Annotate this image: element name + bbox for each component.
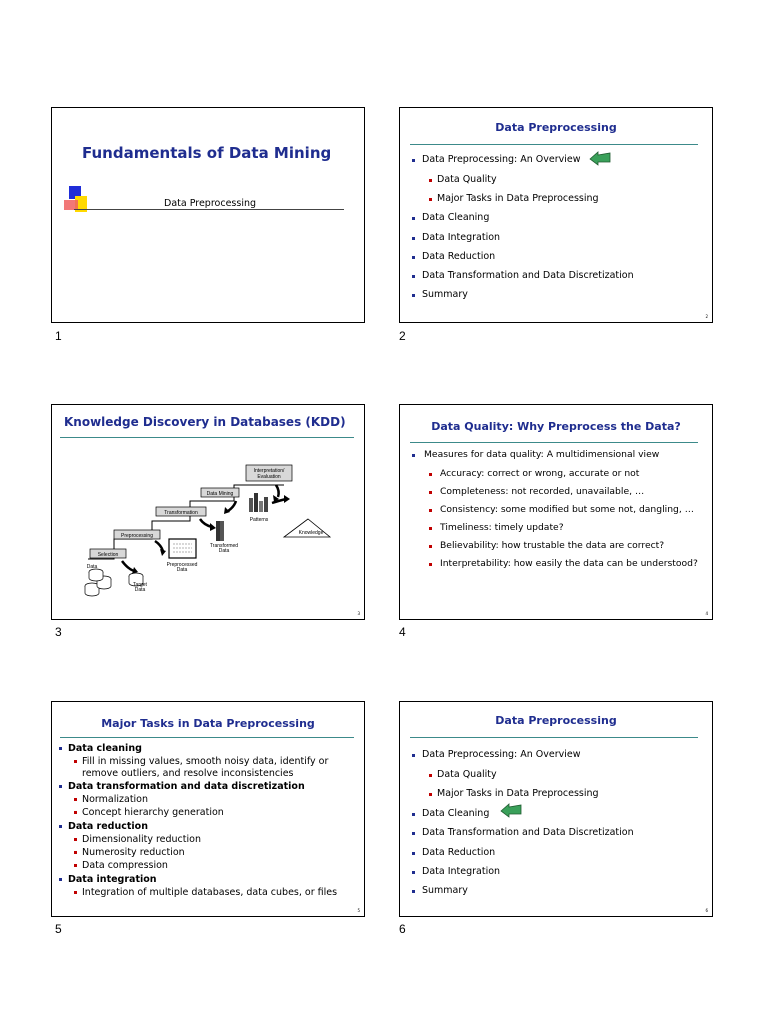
- bullet: Data integration: [52, 874, 342, 887]
- label-interpretation-line2: Evaluation: [257, 474, 281, 480]
- slide-3: [51, 404, 365, 620]
- bullet: Completeness: not recorded, unavailable, …: [400, 486, 698, 504]
- bullet: Data Preprocessing: An Overview: [400, 749, 634, 769]
- bullet: Normalization: [52, 794, 342, 807]
- slide-number-1: 1: [55, 329, 62, 343]
- bullet: Measures for data quality: A multidimensional view: [400, 449, 698, 468]
- label-transformation: Transformation: [164, 510, 198, 516]
- label-selection: Selection: [97, 552, 119, 558]
- label-target-2: Data: [134, 587, 146, 593]
- bullet: Data Integration: [400, 232, 634, 251]
- bullet: Data reduction: [52, 821, 342, 834]
- bullet: Believability: how trustable the data are correct?: [400, 540, 698, 558]
- bullet: Data Transformation and Data Discretization: [400, 270, 634, 289]
- bullet: Concept hierarchy generation: [52, 807, 342, 821]
- title-rule: [60, 737, 354, 738]
- slide-6-bullets: [400, 749, 634, 904]
- slide-number-5: 5: [55, 922, 62, 936]
- bullet: Interpretability: how easily the data can be understood?: [400, 558, 698, 576]
- label-preprocessing: Preprocessing: [121, 533, 153, 539]
- page-number: 4: [705, 611, 708, 616]
- slide-1: [51, 107, 365, 323]
- slide-5: [51, 701, 365, 917]
- slide-number-3: 3: [55, 625, 62, 639]
- bullet: Data Quality: [400, 174, 634, 193]
- bullet: Data Quality: [400, 769, 634, 788]
- slide-6-title: Data Preprocessing: [495, 714, 617, 727]
- page-number: 2: [705, 314, 708, 319]
- label-preprocessed-2: Data: [176, 567, 188, 573]
- arrow-left-icon: [500, 802, 522, 818]
- title-rule: [410, 144, 698, 145]
- bullet: Summary: [400, 289, 634, 308]
- slide-1-subtitle: Data Preprocessing: [164, 198, 257, 209]
- bullet: Numerosity reduction: [52, 847, 342, 860]
- label-data: Data: [86, 564, 98, 570]
- slide-2-bullets: [400, 154, 634, 308]
- bullet: Data Preprocessing: An Overview: [400, 154, 634, 174]
- slide-4: [399, 404, 713, 620]
- label-data-mining: Data Mining: [206, 491, 234, 497]
- bullet: Data cleaning: [52, 743, 342, 756]
- slide-3-title: Knowledge Discovery in Databases (KDD): [64, 415, 346, 429]
- label-preprocessed-1: Preprocessed: [166, 562, 198, 568]
- slide-2: [399, 107, 713, 323]
- slide-6: [399, 701, 713, 917]
- page-number: 5: [357, 908, 360, 913]
- bullet: Data Transformation and Data Discretization: [400, 827, 634, 847]
- bullet: Fill in missing values, smooth noisy data, identify or remove outliers, and resolve inconsistencies: [52, 756, 332, 781]
- bullet: Integration of multiple databases, data cubes, or files: [52, 887, 342, 900]
- bullet: Data Reduction: [400, 251, 634, 270]
- bullet: Data Cleaning: [400, 808, 634, 827]
- title-rule: [74, 209, 344, 210]
- slide-4-title: Data Quality: Why Preprocess the Data?: [431, 420, 681, 433]
- slide-1-title: Fundamentals of Data Mining: [82, 144, 332, 162]
- bullet: Major Tasks in Data Preprocessing: [400, 788, 634, 808]
- slide-2-title: Data Preprocessing: [495, 121, 617, 134]
- bullet: Timeliness: timely update?: [400, 522, 698, 540]
- page-number: 6: [705, 908, 708, 913]
- title-rule: [60, 437, 354, 438]
- bullet: Data Cleaning: [400, 212, 634, 232]
- bullet: Data Reduction: [400, 847, 634, 866]
- slide-number-6: 6: [399, 922, 406, 936]
- page-number: 3: [357, 611, 360, 616]
- bullet: Accuracy: correct or wrong, accurate or not: [400, 468, 698, 486]
- label-patterns: Patterns: [249, 517, 269, 523]
- title-rule: [410, 737, 698, 738]
- bullet: Data transformation and data discretization: [52, 781, 342, 794]
- label-transformed-2: Data: [218, 548, 230, 554]
- slide-5-bullets: [52, 743, 342, 900]
- label-transformed-1: Transformed: [209, 543, 239, 549]
- label-target-1: Target: [133, 582, 147, 588]
- slide-number-2: 2: [399, 329, 406, 343]
- slide-number-4: 4: [399, 625, 406, 639]
- arrow-left-icon: [589, 150, 611, 166]
- kdd-diagram: [52, 441, 364, 616]
- bullet: Summary: [400, 885, 634, 904]
- bullet: Major Tasks in Data Preprocessing: [400, 193, 634, 212]
- label-knowledge: Knowledge: [298, 530, 324, 536]
- bullet: Dimensionality reduction: [52, 834, 342, 847]
- bullet: Consistency: some modified but some not, dangling, …: [400, 504, 698, 522]
- bullet: Data compression: [52, 860, 342, 874]
- bullet: Data Integration: [400, 866, 634, 885]
- slide-5-title: Major Tasks in Data Preprocessing: [101, 717, 315, 730]
- title-rule: [410, 442, 698, 443]
- slide-4-bullets: [400, 449, 698, 576]
- label-interpretation-line1: Interpretation/: [253, 468, 285, 474]
- title-decoration: [64, 186, 94, 220]
